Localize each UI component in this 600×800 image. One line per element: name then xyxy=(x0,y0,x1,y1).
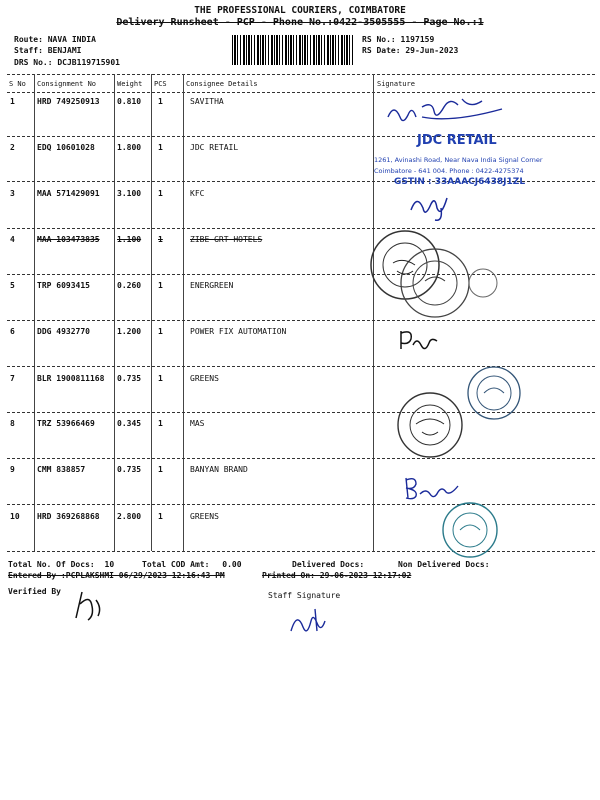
row-divider xyxy=(7,458,595,459)
table-header-row xyxy=(0,80,600,90)
row-consignee: GREENS xyxy=(190,374,219,383)
table-bottom-divider xyxy=(7,551,595,552)
row-weight: 1.200 xyxy=(117,327,142,336)
row-weight: 0.810 xyxy=(117,97,142,106)
row-weight: 0.260 xyxy=(117,281,142,290)
table-header-divider xyxy=(7,92,595,93)
row-pcs: 1 xyxy=(158,281,163,290)
signature-savitha xyxy=(380,95,520,135)
col-header-signature: Signature xyxy=(377,80,415,88)
stamp-jdc-gstin: GSTIN : 33AAACJ6438J1ZL xyxy=(394,177,526,186)
row-sno: 7 xyxy=(10,374,15,383)
row-sno: 8 xyxy=(10,419,15,428)
row-weight: 3.100 xyxy=(117,189,142,198)
row-sno: 5 xyxy=(10,281,15,290)
table-row xyxy=(0,512,600,522)
drs-value: DCJB119715901 xyxy=(57,58,120,67)
row-divider xyxy=(7,504,595,505)
row-weight: 0.345 xyxy=(117,419,142,428)
row-pcs: 1 xyxy=(158,512,163,521)
row-consignee: GREENS xyxy=(190,512,219,521)
entered-by: Entered By :PCPLAKSHMI 06/29/2023 12:16:43 PM xyxy=(8,571,225,580)
printed-on: Printed On: 29-06-2023 12:17:02 xyxy=(262,571,412,580)
row-divider xyxy=(7,274,595,275)
verified-by-signature xyxy=(68,588,108,622)
row-sno: 1 xyxy=(10,97,15,106)
row-weight: 0.735 xyxy=(117,374,142,383)
total-cod-label: Total COD Amt: xyxy=(142,560,210,569)
drs-label: DRS No.: xyxy=(14,58,53,67)
row-consignee: POWER FIX AUTOMATION xyxy=(190,327,287,336)
row-consignment: BLR 1900811168 xyxy=(37,374,105,383)
table-row xyxy=(0,235,600,245)
runsheet-subtitle: Delivery Runsheet - PCP - Phone No.:0422-3505555 - Page No.:1 xyxy=(116,17,484,28)
rs-date-value: 29-Jun-2023 xyxy=(405,46,459,55)
signature-banyan xyxy=(400,470,470,504)
row-consignment: TRZ 53966469 xyxy=(37,419,95,428)
row-divider xyxy=(7,228,595,229)
row-consignment: CMM 838857 xyxy=(37,465,86,474)
signature-power-fix xyxy=(395,325,445,355)
table-row xyxy=(0,327,600,337)
row-consignee: MAS xyxy=(190,419,205,428)
row-weight: 1.800 xyxy=(117,143,142,152)
staff-signature-label: Staff Signature xyxy=(268,591,341,600)
staff-label: Staff: xyxy=(14,46,43,55)
col-header-weight: Weight xyxy=(117,80,143,88)
rs-no-line xyxy=(362,35,434,45)
table-row xyxy=(0,189,600,199)
staff-signature xyxy=(285,605,331,639)
row-pcs: 1 xyxy=(158,235,163,244)
row-pcs: 1 xyxy=(158,465,163,474)
row-pcs: 1 xyxy=(158,374,163,383)
madras-stamp xyxy=(390,390,472,460)
row-sno: 10 xyxy=(10,512,20,521)
row-pcs: 1 xyxy=(158,419,163,428)
row-pcs: 1 xyxy=(158,97,163,106)
staff-value: BENJAMI xyxy=(47,46,82,55)
table-top-divider xyxy=(7,74,595,75)
route-label: Route: xyxy=(14,35,43,44)
row-pcs: 1 xyxy=(158,143,163,152)
table-row xyxy=(0,281,600,291)
row-consignee: JDC RETAIL xyxy=(190,143,239,152)
barcode-image xyxy=(232,35,354,65)
row-consignee: SAVITHA xyxy=(190,97,224,106)
row-consignment: HRD 749250913 xyxy=(37,97,100,106)
row-weight: 2.800 xyxy=(117,512,142,521)
row-pcs: 1 xyxy=(158,327,163,336)
row-consignment: MAA 103473835 xyxy=(37,235,100,244)
verified-by-label: Verified By xyxy=(8,587,61,596)
signature-kfc xyxy=(405,190,455,224)
row-consignment: EDQ 10601028 xyxy=(37,143,95,152)
jdc-retail-stamp xyxy=(372,130,577,186)
col-header-consignee: Consignee Details xyxy=(186,80,258,88)
total-docs xyxy=(8,560,114,570)
rs-date-line xyxy=(362,46,458,56)
row-consignee: ZIBE GRT HOTELS xyxy=(190,235,263,244)
stamp-jdc-name: JDC RETAIL xyxy=(417,133,497,148)
row-pcs: 1 xyxy=(158,189,163,198)
stamp-jdc-address2: Coimbatore - 641 004. Phone : 0422-4275374 xyxy=(374,167,524,175)
total-docs-label: Total No. Of Docs: xyxy=(8,560,95,569)
row-consignment: DDG 4932770 xyxy=(37,327,90,336)
row-consignee: BANYAN BRAND xyxy=(190,465,248,474)
row-consignment: MAA 571429091 xyxy=(37,189,100,198)
row-consignee: ENERGREEN xyxy=(190,281,234,290)
row-consignee: KFC xyxy=(190,189,205,198)
rs-date-label: RS Date: xyxy=(362,46,401,55)
table-row xyxy=(0,465,600,475)
delivered-docs-label: Delivered Docs: xyxy=(292,560,365,569)
overlapping-rubber-stamps xyxy=(365,225,505,320)
row-divider xyxy=(7,320,595,321)
non-delivered-docs-label: Non Delivered Docs: xyxy=(398,560,490,569)
route-line xyxy=(14,35,96,45)
total-cod xyxy=(142,560,242,570)
col-header-consignment: Consignment No xyxy=(37,80,97,88)
row-weight: 1.100 xyxy=(117,235,142,244)
row-sno: 6 xyxy=(10,327,15,336)
rs-no-label: RS No.: xyxy=(362,35,396,44)
total-cod-value: 0.00 xyxy=(222,560,242,569)
greens-stamp-2 xyxy=(438,500,502,560)
row-sno: 4 xyxy=(10,235,15,244)
route-value: NAVA INDIA xyxy=(47,35,96,44)
row-consignment: HRD 369268868 xyxy=(37,512,100,521)
row-sno: 2 xyxy=(10,143,15,152)
rs-no-value: 1197159 xyxy=(400,35,435,44)
stamp-jdc-address1: 1261, Avinashi Road, Near Nava India Signal Corner xyxy=(374,156,543,164)
staff-line xyxy=(14,46,81,56)
drs-line xyxy=(14,58,120,68)
col-header-sno: S No xyxy=(9,80,26,88)
row-weight: 0.735 xyxy=(117,465,142,474)
company-title: THE PROFESSIONAL COURIERS, COIMBATORE xyxy=(194,5,406,16)
row-sno: 3 xyxy=(10,189,15,198)
total-docs-value: 10 xyxy=(104,560,115,569)
row-sno: 9 xyxy=(10,465,15,474)
col-header-pcs: PCS xyxy=(154,80,167,88)
row-consignment: TRP 6093415 xyxy=(37,281,90,290)
